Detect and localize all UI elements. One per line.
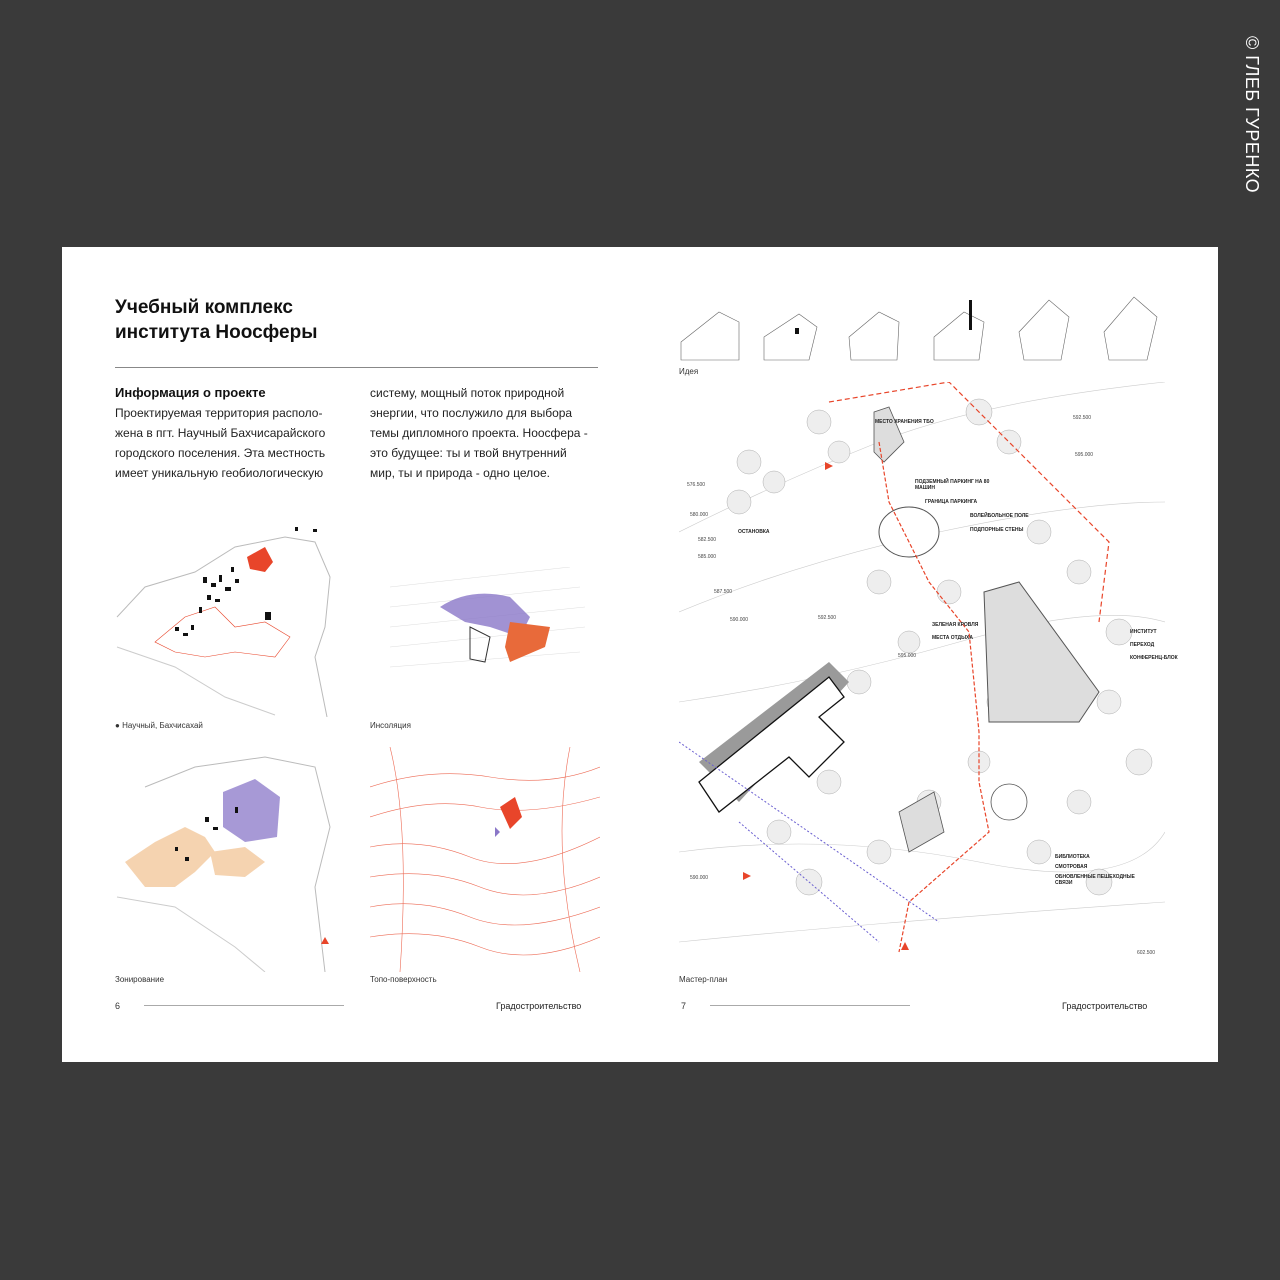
- pin-icon: ●: [115, 721, 120, 730]
- zoning-map: [115, 747, 347, 972]
- elevation-mark: 590.000: [730, 617, 749, 623]
- elevation-mark: 592.500: [818, 615, 837, 621]
- text-line: Проектируемая территория располо-: [115, 406, 323, 420]
- elevation-mark: 580.000: [690, 512, 709, 518]
- watermark: © ГЛЕБ ГУРЕНКО: [1242, 36, 1262, 194]
- plan-label-volleyball: ВОЛЕЙБОЛЬНОЕ ПОЛЕ: [970, 513, 1029, 519]
- info-heading: Информация о проекте: [115, 385, 266, 400]
- section-name: Градостроительство: [496, 1001, 582, 1011]
- elevation-mark: 585.000: [698, 554, 717, 560]
- footer-rule: [144, 1005, 344, 1006]
- elevation-mark: 582.500: [698, 537, 717, 543]
- elevation-mark: 592.500: [1073, 415, 1092, 421]
- plan-label-storage: МЕСТО ХРАНЕНИЯ ТБО: [875, 419, 934, 425]
- elevation-mark: 576.500: [687, 482, 706, 488]
- text-line: систему, мощный поток природной: [370, 386, 565, 400]
- plan-label-walls: ПОДПОРНЫЕ СТЕНЫ: [970, 527, 1024, 533]
- text-line: энергии, что послужило для выбора: [370, 406, 573, 420]
- plan-label-border: ГРАНИЦА ПАРКИНГА: [925, 499, 978, 505]
- map-caption: ● Научный, Бахчисахай: [115, 721, 203, 730]
- plan-label-library: БИБЛИОТЕКА: [1055, 854, 1090, 860]
- book-spread: [62, 247, 1218, 1062]
- text-line: мир, ты и природа - одно целое.: [370, 466, 550, 480]
- plan-label-passage: ПЕРЕХОД: [1130, 642, 1155, 648]
- map-caption: Зонирование: [115, 975, 165, 984]
- idea-diagrams: [679, 292, 1165, 362]
- section-name: Градостроительство: [1062, 1001, 1148, 1011]
- page-title: Учебный комплекс института Ноосферы: [115, 297, 318, 343]
- text-line: имеет уникальную геобиологическую: [115, 466, 324, 480]
- plan-label-institute: ИНСТИТУТ: [1130, 629, 1157, 635]
- title-rule: [115, 367, 598, 368]
- topo-map: [370, 747, 600, 972]
- elevation-mark: 595.000: [898, 653, 917, 659]
- text-line: городского поселения. Эта местность: [115, 446, 326, 460]
- plan-label-viewpoint: СМОТРОВАЯ: [1055, 864, 1088, 870]
- idea-caption: Идея: [679, 367, 699, 376]
- elevation-mark: 590.000: [690, 875, 709, 881]
- elevation-mark: 587.500: [714, 589, 733, 595]
- location-map: [115, 517, 347, 717]
- text-line: это будущее: ты и твой внутренний: [370, 446, 567, 460]
- map-caption: Топо-поверхность: [370, 975, 437, 984]
- text-line: темы дипломного проекта. Ноосфера -: [370, 426, 588, 440]
- info-col-1: [115, 403, 355, 483]
- insolation-diagram: [370, 567, 602, 697]
- plan-label-links: ОБНОВЛЕННЫЕ ПЕШЕХОДНЫЕ СВЯЗИ: [1055, 874, 1135, 886]
- text-line: жена в пгт. Научный Бахчисарайского: [115, 426, 326, 440]
- plan-label-rest: МЕСТА ОТДЫХА: [932, 635, 973, 641]
- plan-label-parking: ПОДЗЕМНЫЙ ПАРКИНГ НА 80 МАШИН: [915, 479, 990, 491]
- master-caption: Мастер-план: [679, 975, 728, 984]
- plan-label-stop: ОСТАНОВКА: [738, 529, 770, 535]
- plan-label-conference: КОНФЕРЕНЦ-БЛОК: [1130, 655, 1178, 661]
- page-number: 7: [681, 1001, 687, 1011]
- elevation-mark: 602.500: [1137, 950, 1156, 956]
- footer-rule: [710, 1005, 910, 1006]
- map-caption: Инсоляция: [370, 721, 411, 730]
- plan-label-roof: ЗЕЛЕНАЯ КРОВЛЯ: [932, 622, 979, 628]
- info-col-2: [370, 383, 610, 483]
- page-number: 6: [115, 1001, 121, 1011]
- elevation-mark: 595.000: [1075, 452, 1094, 458]
